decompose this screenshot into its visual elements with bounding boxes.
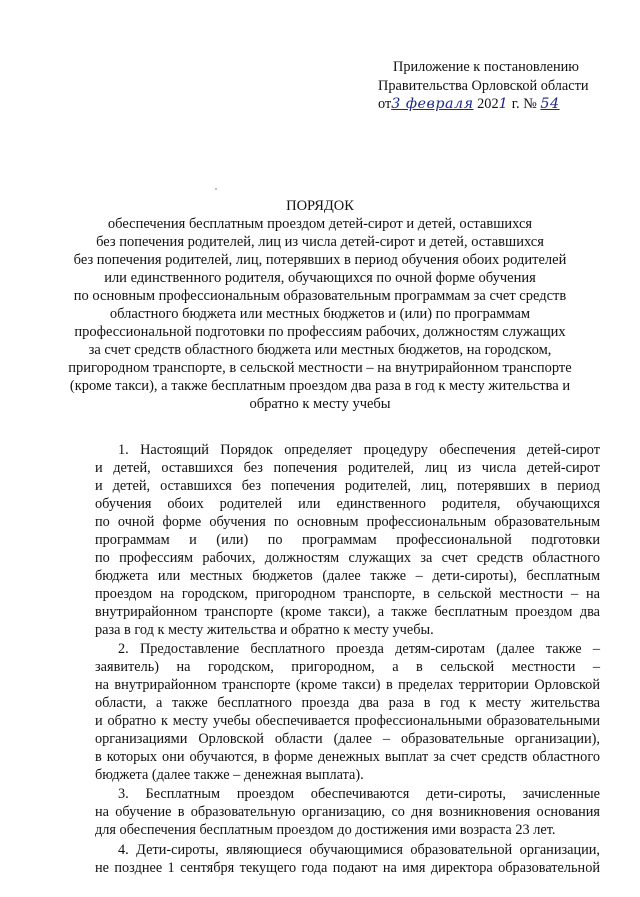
body-line: на внутрирайонном транспорте (кроме такси) в пределах территории Орловской <box>95 677 600 693</box>
handwritten-year-digit: 1 <box>498 96 509 112</box>
heading-line: областного бюджета или местных бюджетов и (или) по программам <box>109 306 531 322</box>
body-line: в которых они обучаются, в форме денежных выплат за счет средств областного <box>95 749 600 765</box>
body-line: 4. Дети-сироты, являющиеся обучающимися образовательной организации, <box>118 842 600 858</box>
body-line: раза в год к месту жительства и обратно к месту учебы. <box>95 622 434 638</box>
body-line: по очной форме обучения по основным профессиональным образовательным <box>95 514 600 530</box>
heading-line: (кроме такси), а также бесплатным проездом два раза в год к месту жительства и <box>69 378 571 394</box>
annex-line-3 <box>378 94 560 114</box>
body-line: проездом на городском, пригородном транспорте, в сельской местности – на <box>95 586 600 602</box>
body-line: и обратно к месту учебы обеспечивается профессиональными образовательными <box>95 713 600 729</box>
body-line: 1. Настоящий Порядок определяет процедуру обеспечения детей-сирот <box>118 442 600 458</box>
body-line: и детей, оставшихся без попечения родителей, лиц из числа детей-сирот <box>95 460 600 476</box>
body-line: области, а также бесплатного проезда два раза в год к месту жительства <box>95 695 600 711</box>
body-line: и детей, оставшихся без попечения родителей, лиц, потерявших в период <box>95 478 600 494</box>
heading-line: или единственного родителя, обучающихся по очной форме обучения <box>104 270 536 286</box>
heading-line: обратно к месту учебы <box>249 396 391 412</box>
body-line: на обучение в образовательную организацию, со дня возникновения основания <box>95 804 600 820</box>
body-line: обучения обоих родителей или единственного родителя, обучающихся <box>95 496 600 512</box>
heading-line: по основным профессиональным образовательным программам за счет средств <box>73 288 567 304</box>
body-line: не позднее 1 сентября текущего года подают на имя директора образовательной <box>95 860 600 876</box>
annex-line-1: Приложение к постановлению <box>393 59 579 75</box>
annex-line-2: Правительства Орловской области <box>378 78 589 94</box>
handwritten-date: 3 февраля <box>391 96 474 112</box>
body-line: организациями Орловской области (далее – образовательные организации), <box>95 731 600 747</box>
handwritten-number: 54 <box>540 96 560 112</box>
heading-line: без попечения родителей, лиц из числа детей-сирот и детей, оставшихся <box>96 234 544 250</box>
body-line: 2. Предоставление бесплатного проезда детям-сиротам (далее также – <box>118 641 600 657</box>
annex-year-suffix: г. № <box>508 96 537 112</box>
heading-line: обеспечения бесплатным проездом детей-сирот и детей, оставшихся <box>107 216 533 232</box>
body-line: бюджета или местных бюджетов (далее также – дети-сироты), бесплатным <box>95 568 600 584</box>
heading-line: за счет средств областного бюджета или местных бюджетов, на городском, <box>88 342 552 358</box>
document-title: ПОРЯДОК <box>286 198 354 214</box>
heading-line: профессиональной подготовки по профессиям рабочих, должностям служащих <box>74 324 566 340</box>
body-line: для обеспечения бесплатным проездом до достижения ими возраста 23 лет. <box>95 822 556 838</box>
body-line: 3. Бесплатным проездом обеспечиваются дети-сироты, зачисленные <box>118 786 600 802</box>
body-line: внутрирайонном транспорте (кроме такси), а также бесплатным проездом два <box>95 604 600 620</box>
heading-line: пригородном транспорте, в сельской местности – на внутрирайонном транспорте <box>68 360 572 376</box>
body-line: по профессиям рабочих, должностям служащих за счет средств областного <box>95 550 600 566</box>
scan-speck <box>215 188 217 190</box>
body-line: бюджета (далее также – денежная выплата). <box>95 767 364 783</box>
heading-line: без попечения родителей, лиц, потерявших в период обучения обоих родителей <box>73 252 567 268</box>
body-line: программам и (или) по программам профессиональной подготовки <box>95 532 600 548</box>
body-line: заявитель) на городском, пригородном, а в сельской местности – <box>95 659 600 675</box>
annex-year-prefix: 202 <box>477 96 499 112</box>
annex-from-label: от <box>378 96 392 112</box>
